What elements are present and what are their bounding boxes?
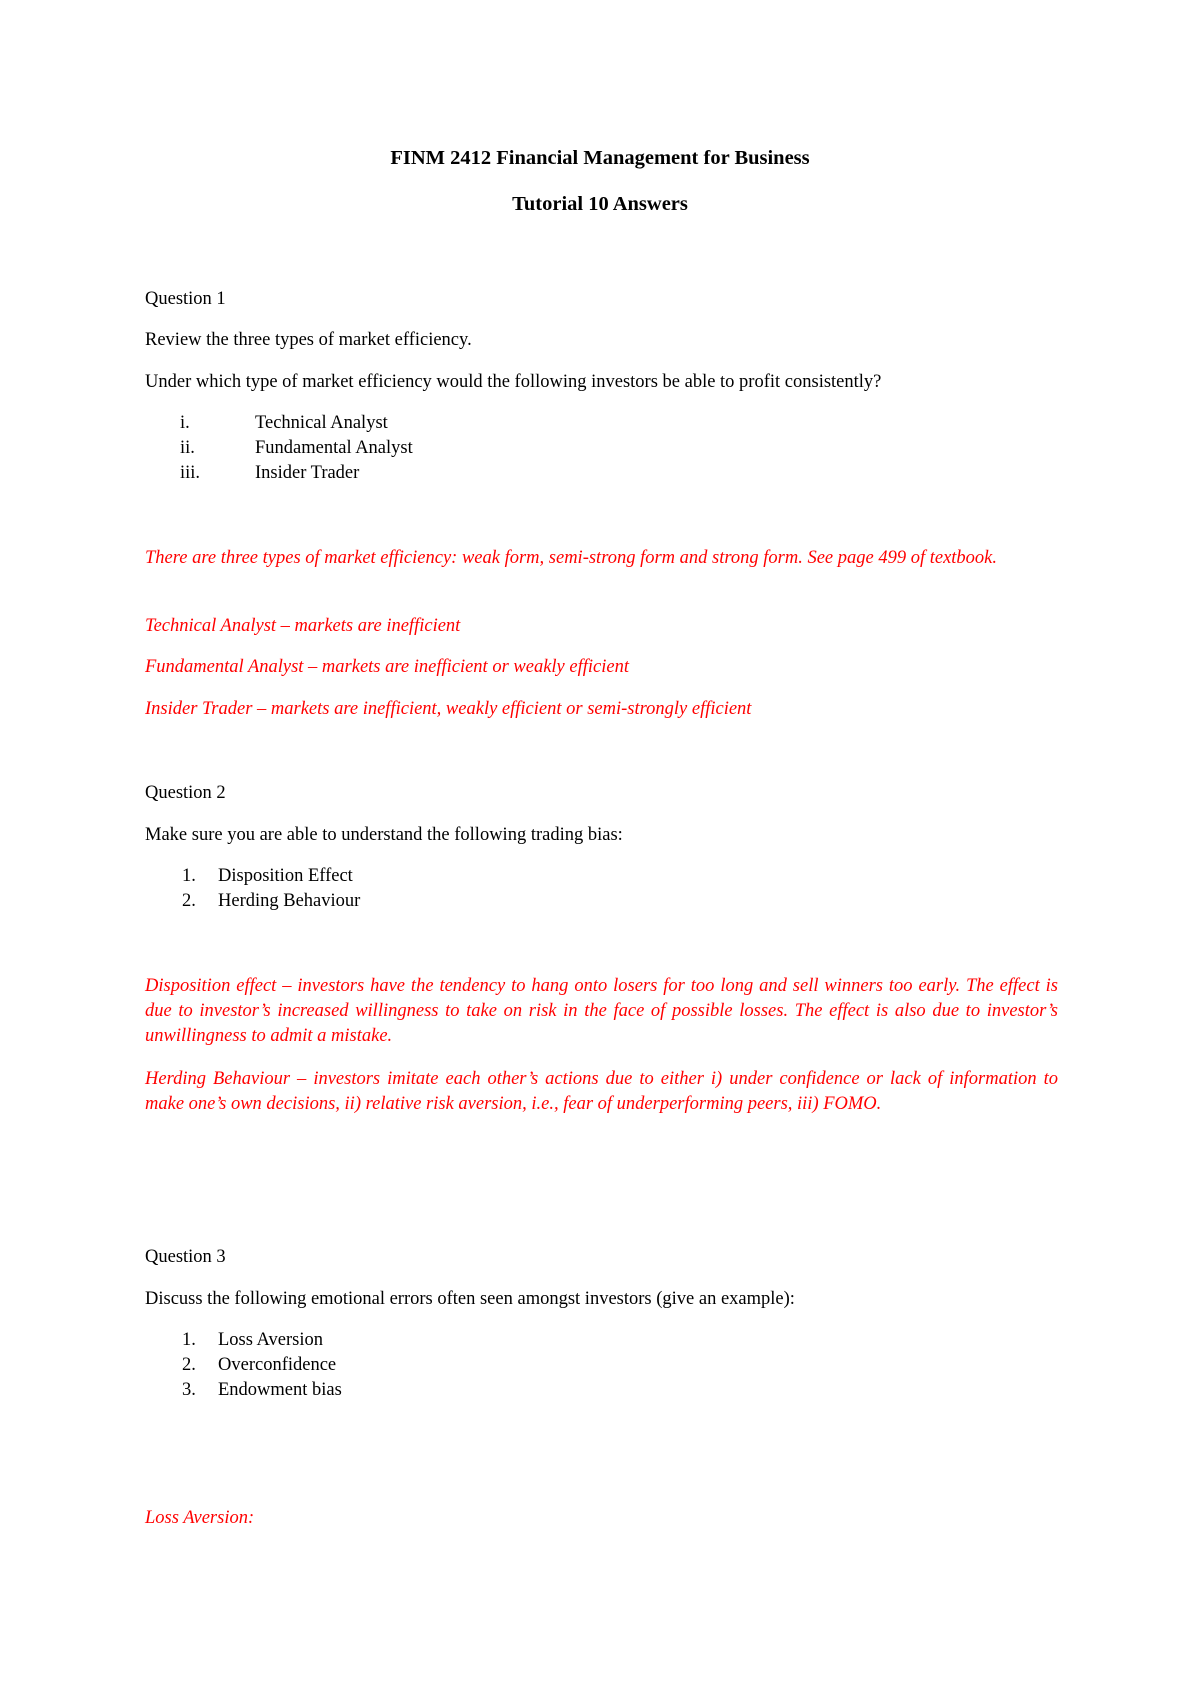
- list-item-text: Technical Analyst: [255, 413, 388, 433]
- question-1-answer-overview: There are three types of market efficiency: weak form, semi-strong form and strong form. See page 499 of textbook.: [145, 548, 998, 568]
- list-item-text: Fundamental Analyst: [255, 438, 413, 458]
- question-1-instruction: Under which type of market efficiency would the following investors be able to profit consistently?: [145, 372, 882, 392]
- question-3-heading: Question 3: [145, 1247, 226, 1267]
- list-item-text: Endowment bias: [218, 1380, 342, 1400]
- question-1-answer-insider: Insider Trader – markets are inefficient, weakly efficient or semi-strongly efficient: [145, 699, 752, 719]
- question-3-answer-label: Loss Aversion:: [145, 1508, 255, 1528]
- document-subtitle: Tutorial 10 Answers: [512, 193, 688, 215]
- list-item-text: Loss Aversion: [218, 1330, 324, 1350]
- list-item-number: iii.: [180, 463, 201, 483]
- list-item-number: 3.: [182, 1380, 196, 1400]
- question-2-answer-disposition: Disposition effect – investors have the tendency to hang onto losers for too long and sell winners too early. The effect is due to investor’s increased willingness to take on risk in the face of possible losses. The effect is also due to investor’s unwillingness to admit a mistake.: [145, 976, 1058, 1046]
- question-1-prompt: Review the three types of market efficiency.: [145, 330, 472, 350]
- question-1-answer-technical: Technical Analyst – markets are inefficient: [145, 616, 461, 636]
- list-item-text: Herding Behaviour: [218, 891, 361, 911]
- list-item-number: 1.: [182, 866, 196, 886]
- question-2-heading: Question 2: [145, 783, 226, 803]
- document-title: FINM 2412 Financial Management for Business: [390, 147, 810, 169]
- list-item-number: ii.: [180, 438, 195, 458]
- question-3-prompt: Discuss the following emotional errors often seen amongst investors (give an example):: [145, 1289, 795, 1309]
- list-item-number: 2.: [182, 1355, 196, 1375]
- question-1-heading: Question 1: [145, 289, 226, 309]
- list-item-text: Overconfidence: [218, 1355, 337, 1375]
- question-2-prompt: Make sure you are able to understand the following trading bias:: [145, 825, 623, 845]
- list-item-text: Disposition Effect: [218, 866, 353, 886]
- question-1-answer-fundamental: Fundamental Analyst – markets are inefficient or weakly efficient: [145, 657, 629, 677]
- list-item-number: 2.: [182, 891, 196, 911]
- question-2-answer-herding: Herding Behaviour – investors imitate each other’s actions due to either i) under confidence or lack of information to make one’s own decisions, ii) relative risk aversion, i.e., fear of underperforming peers, iii) FOMO.: [145, 1069, 1058, 1114]
- list-item-number: 1.: [182, 1330, 196, 1350]
- list-item-number: i.: [180, 413, 190, 433]
- list-item-text: Insider Trader: [255, 463, 360, 483]
